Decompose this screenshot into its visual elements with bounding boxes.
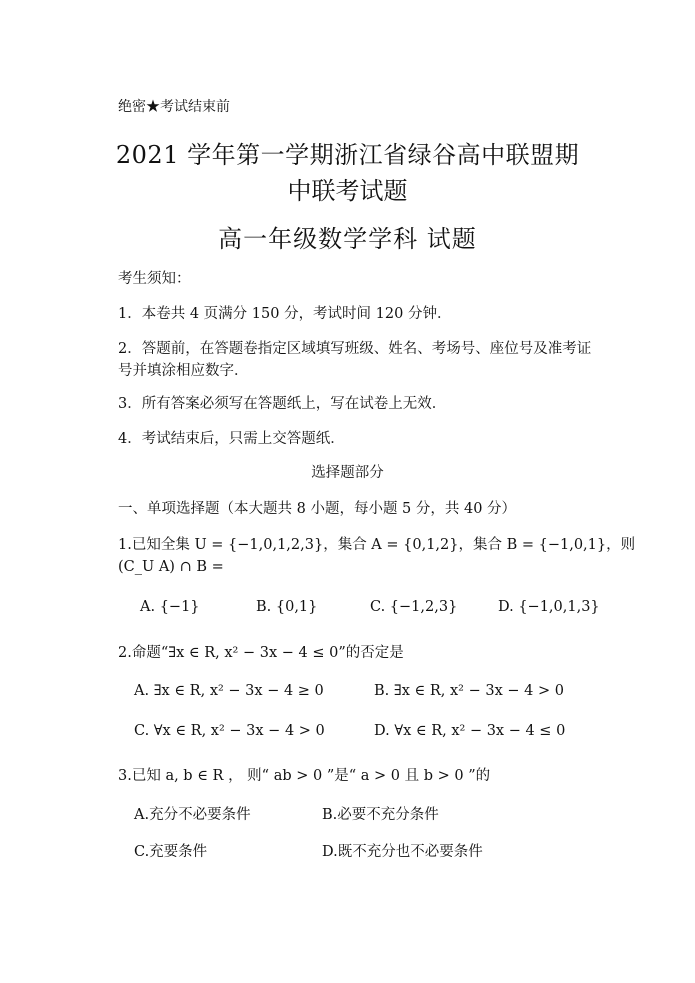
question-3-stem: 3.已知 a, b ∈ R ， 则“ ab > 0 ”是“ a > 0 且 b > 0 ”的 <box>118 768 491 784</box>
question-3-option-b: B.必要不充分条件 <box>322 807 439 823</box>
notice-item-2: 2．答题前，在答题卷指定区域填写班级、姓名、考场号、座位号及准考证 <box>118 341 592 357</box>
section-title: 选择题部分 <box>311 465 384 481</box>
notice-item-3: 3．所有答案必须写在答题纸上，写在试卷上无效． <box>118 396 447 412</box>
question-2-stem: 2.命题“∃x ∈ R, x² − 3x − 4 ≤ 0”的否定是 <box>118 645 404 661</box>
exam-title-line2: 中联考试题 <box>287 177 408 205</box>
question-3-option-a: A.充分不必要条件 <box>134 807 251 823</box>
question-1-option-b: B. {0,1} <box>256 599 318 615</box>
notice-item-4: 4．考试结束后，只需上交答题纸． <box>118 431 345 447</box>
question-1-option-c: C. {−1,2,3} <box>370 599 458 615</box>
question-3-option-d: D.既不充分也不必要条件 <box>322 844 483 860</box>
question-1-option-a: A. {−1} <box>140 599 200 615</box>
secret-mark: 绝密★考试结束前 <box>118 99 230 115</box>
question-1-stem: 1.已知全集 U = {−1,0,1,2,3}，集合 A = {0,1,2}，集合 B = {−1,0,1}，则 <box>118 537 636 553</box>
question-2-option-a: A. ∃x ∈ R, x² − 3x − 4 ≥ 0 <box>134 683 324 699</box>
question-1-stem-cont: (C_U A) ∩ B = <box>118 559 224 575</box>
question-3-option-c: C.充要条件 <box>134 844 208 860</box>
question-2-option-d: D. ∀x ∈ R, x² − 3x − 4 ≤ 0 <box>374 723 566 739</box>
notice-item-1: 1．本卷共 4 页满分 150 分，考试时间 120 分钟． <box>118 306 452 322</box>
question-2-option-b: B. ∃x ∈ R, x² − 3x − 4 > 0 <box>374 683 564 699</box>
question-2-option-c: C. ∀x ∈ R, x² − 3x − 4 > 0 <box>134 723 325 739</box>
part-heading: 一、单项选择题（本大题共 8 小题，每小题 5 分，共 40 分） <box>118 501 517 517</box>
question-1-option-d: D. {−1,0,1,3} <box>498 599 600 615</box>
notice-item-2-cont: 号并填涂相应数字． <box>118 363 249 379</box>
exam-subtitle: 高一年级数学学科 试题 <box>218 225 477 253</box>
notice-heading: 考生须知： <box>118 271 191 287</box>
exam-title-line1: 2021 学年第一学期浙江省绿谷高中联盟期 <box>115 141 580 169</box>
